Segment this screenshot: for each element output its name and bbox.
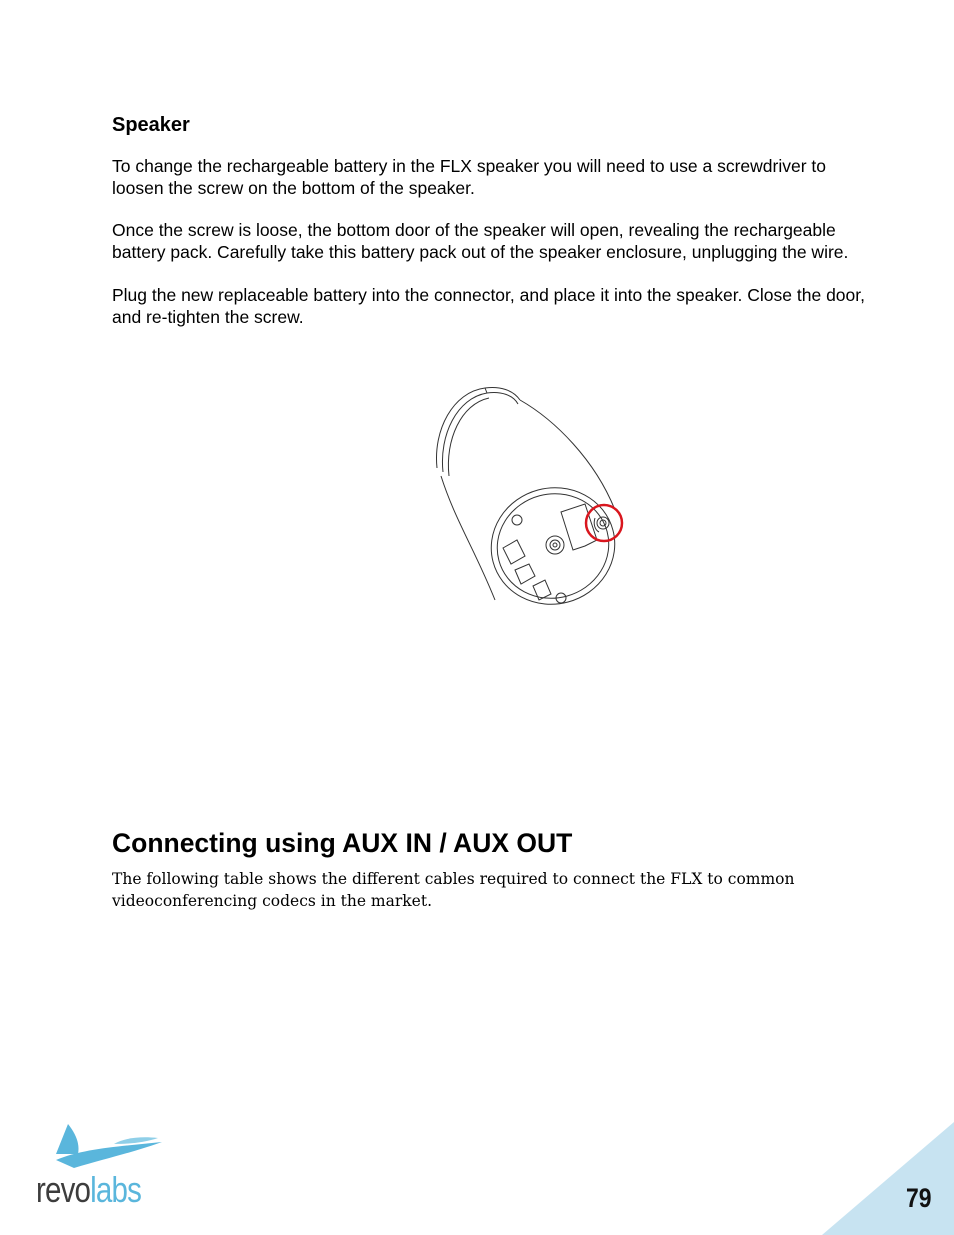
speaker-bottom-illustration	[425, 380, 640, 620]
aux-paragraph: The following table shows the different cables required to connect the FLX to common videoconferencing codecs in the market.	[112, 870, 795, 910]
speaker-paragraph-3: Plug the new replaceable battery into the connector, and place it into the speaker. Close the door, and re-tighten the screw.	[112, 285, 865, 327]
speaker-paragraph-2: Once the screw is loose, the bottom door of the speaker will open, revealing the rechargeable battery pack. Carefully take this battery pack out of the speaker enclosure, unplugging the wire.	[112, 220, 849, 262]
shark-fin-icon	[54, 1122, 164, 1168]
speaker-heading: Speaker	[112, 114, 190, 136]
aux-heading: Connecting using AUX IN / AUX OUT	[112, 828, 573, 858]
speaker-paragraph-1: To change the rechargeable battery in the FLX speaker you will need to use a screwdriver to loosen the screw on the bottom of the speaker.	[112, 156, 827, 198]
logo-text-labs: labs	[90, 1169, 142, 1210]
page-number: 79	[906, 1183, 932, 1213]
revolabs-logo	[36, 1122, 156, 1212]
logo-text-revo: revo	[36, 1169, 91, 1210]
logo-wordmark	[36, 1170, 141, 1210]
page-corner-triangle	[822, 1122, 954, 1235]
